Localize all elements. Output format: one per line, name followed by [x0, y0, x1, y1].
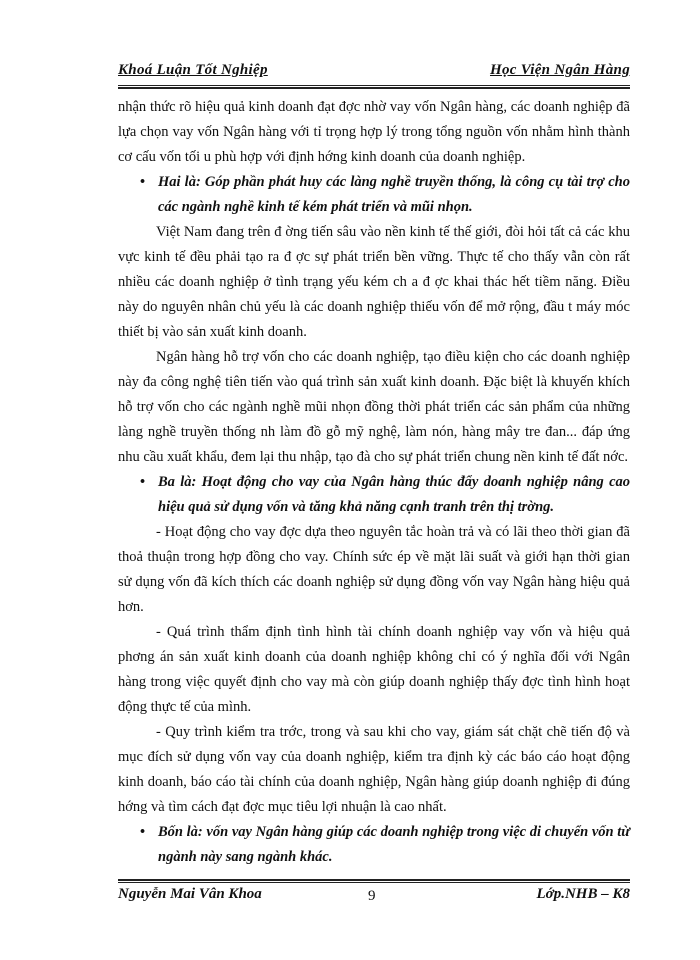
- header-institution: Học Viện Ngân Hàng: [489, 62, 630, 78]
- footer-rule-thick: [118, 879, 630, 881]
- header-rule: [118, 85, 630, 86]
- paragraph-intro-continuation: nhận thức rõ hiệu quả kinh doanh đạt đợc nhờ vay vốn Ngân hàng, các doanh nghiệp đã lựa chọn vay vốn Ngân hàng với tỉ trọng hợp lý trong tổng nguồn vốn nhằm hình thành cơ cấu vốn tối u phù hợp với định hớng kinh doanh của doanh nghiệp.: [118, 99, 630, 165]
- footer-class: Lớp.NHB – K8: [536, 886, 630, 902]
- dash-item-appraisal: - Quá trình thẩm định tình hình tài chính doanh nghiệp vay vốn và hiệu quả phơng án sản xuất kinh doanh của doanh nghiệp không chỉ có ý nghĩa đối với Ngân hàng trong việc quyết định cho vay mà còn giúp doanh nghiệp thấy đợc tình hình hoạt động thực tế của mình.: [118, 624, 630, 715]
- section-heading-three: [118, 470, 630, 520]
- section-heading-three-text: Ba là: Hoạt động cho vay của Ngân hàng thúc đẩy doanh nghiệp nâng cao hiệu quả sử dụng vốn và tăng khả năng cạnh tranh trên thị trờng.: [158, 474, 630, 515]
- page-footer: [118, 886, 630, 910]
- header-rule-thick: [118, 87, 630, 89]
- section-heading-four: [118, 820, 630, 870]
- dash-item-monitoring: - Quy trình kiểm tra trớc, trong và sau khi cho vay, giám sát chặt chẽ tiến độ và mục đích sử dụng vốn vay của doanh nghiệp, kiểm tra định kỳ các báo cáo hoạt động kinh doanh, báo cáo tài chính của doanh nghiệp, Ngân hàng giúp doanh nghiệp đi đúng hớng và tìm cách đạt đợc mục tiêu lợi nhuận là cao nhất.: [118, 724, 630, 815]
- paragraph-bank-support: Ngân hàng hỗ trợ vốn cho các doanh nghiệp, tạo điều kiện cho các doanh nghiệp này đa công nghệ tiên tiến vào quá trình sản xuất kinh doanh. Đặc biệt là khuyến khích hỗ trợ vốn cho các ngành nghề mũi nhọn đồng thời phát triển các sản phẩm của những làng nghề truyền thống nh làm đồ gỗ mỹ nghệ, làm nón, hàng mây tre đan... đáp ứng nhu cầu xuất khẩu, đem lại thu nhập, tạo đà cho sự phát triển chung nền kinh tế đất nớc.: [118, 349, 630, 465]
- header-thesis-title: Khoá Luận Tốt Nghiệp: [118, 62, 268, 78]
- bullet-icon: •: [140, 824, 146, 840]
- section-heading-two-text: Hai là: Góp phần phát huy các làng nghề truyền thống, là công cụ tài trợ cho các ngành nghề kinh tế kém phát triển và mũi nhọn.: [158, 174, 630, 215]
- footer-author: Nguyễn Mai Vân Khoa: [118, 886, 262, 902]
- section-heading-two: [118, 170, 630, 220]
- paragraph-vietnam-economy: Việt Nam đang trên đ ờng tiến sâu vào nền kinh tế thế giới, đòi hỏi tất cả các khu vực kinh tế đều phải tạo ra đ ợc sự phát triển bền vững. Thực tế cho thấy vẫn còn rất nhiều các doanh nghiệp ở tình trạng yếu kém ch a đ ợc khai thác hết tiềm năng. Điều này do nguyên nhân chủ yếu là các doanh nghiệp thiếu vốn để mở rộng, đầu t máy móc thiết bị vào sản xuất kinh doanh.: [118, 224, 630, 340]
- dash-item-lending-principle: - Hoạt động cho vay đợc dựa theo nguyên tắc hoàn trả và có lãi theo thời gian đã thoả thuận trong hợp đồng cho vay. Chính sức ép về mặt lãi suất và giới hạn thời gian sử dụng vốn đã kích thích các doanh nghiệp sử dụng đồng vốn vay Ngân hàng hiệu quả hơn.: [118, 524, 630, 615]
- page-body: [118, 95, 630, 870]
- footer-rule: [118, 882, 630, 883]
- section-heading-four-text: Bốn là: vốn vay Ngân hàng giúp các doanh nghiệp trong việc di chuyển vốn từ ngành này sang ngành khác.: [158, 824, 630, 865]
- bullet-icon: •: [140, 474, 146, 490]
- bullet-icon: •: [140, 174, 146, 190]
- page-header: [118, 62, 630, 84]
- page-number: 9: [368, 888, 376, 904]
